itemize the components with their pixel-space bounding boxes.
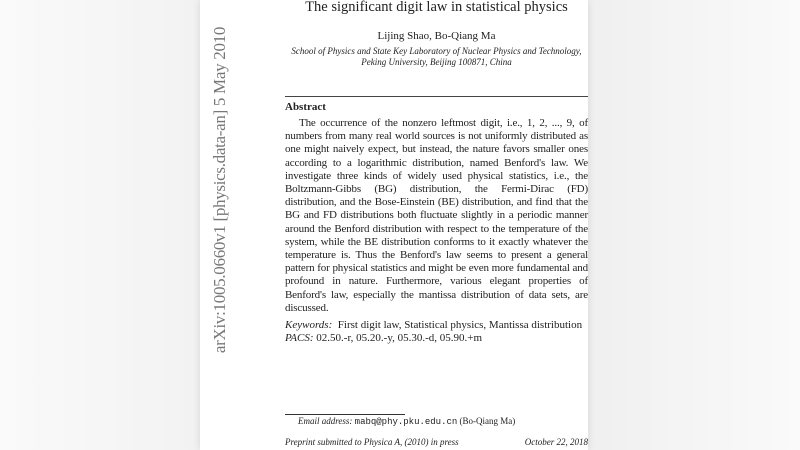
email-label: Email address: [298,416,353,426]
abstract-heading: Abstract [285,101,326,113]
footer-date: October 22, 2018 [524,437,588,447]
paper-title: The significant digit law in statistical physics [305,0,568,15]
abstract-section [285,96,588,345]
keywords-block [285,319,588,345]
pacs-label: PACS: [285,332,314,345]
authors: Lijing Shao, Bo-Qiang Ma [377,30,496,42]
abstract-rule [285,96,588,97]
paper-header [285,0,588,68]
footnote-rule [285,414,405,415]
email-owner: (Bo-Qiang Ma) [459,416,516,426]
email-address[interactable]: mabq@phy.pku.edu.cn [354,417,458,427]
affiliation-line-2: Peking University, Beijing 100871, China [361,57,512,67]
affiliation [285,46,588,68]
keywords: First digit law, Statistical physics, Mantissa distribution [337,319,583,332]
arxiv-stamp: arXiv:1005.0660v1 [physics.data-an] 5 May 2010 [210,26,229,354]
affiliation-line-1: School of Physics and State Key Laboratory of Nuclear Physics and Technology, [291,46,582,56]
footer-left: Preprint submitted to Physica A, (2010) in press [285,437,459,447]
keywords-label: Keywords: [285,319,333,332]
page-footer [285,437,588,448]
email-footnote [298,416,515,428]
pacs: 02.50.-r, 05.20.-y, 05.30.-d, 05.90.+m [316,332,483,345]
abstract-text: The occurrence of the nonzero leftmost digit, i.e., 1, 2, ..., 9, of numbers from many real world sources is not uniformly distributed as one might naively expect, but instead, the nature favors smaller ones according to a logarithmic distribution, named Benford's law. We investigate three kinds of widely used physical statistics, i.e., the Boltzmann-Gibbs (BG) distribution, the Fermi-Dirac (FD) distribution, and the Bose-Einstein (BE) distribution, and find that the BG and FD distributions both fluctuate slightly in a periodic manner around the Benford distribution with respect to the temperature of the system, while the BE distribution conforms to it exactly whatever the temperature is. Thus the Benford's law seems to present a general pattern for physical statistics and might be even more fundamental and profound in nature. Furthermore, various elegant properties of Benford's law, especially the mantissa distribution of data sets, are discussed. [285,117,588,314]
